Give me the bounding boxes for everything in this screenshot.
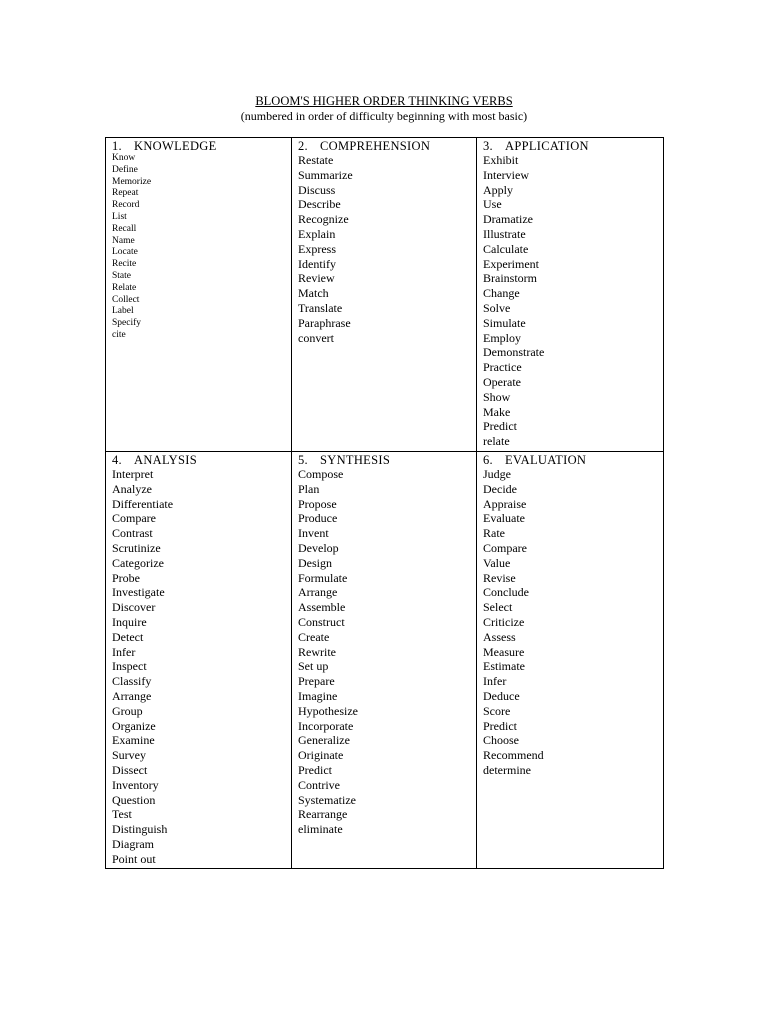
verb-item: Define — [112, 164, 138, 175]
verb-item: Formulate — [298, 570, 348, 585]
verb-item: Predict — [483, 718, 517, 733]
verb-item: Simulate — [483, 315, 526, 330]
verb-item: Arrange — [112, 688, 152, 703]
verb-item: Prepare — [298, 674, 335, 689]
verb-item: Rewrite — [298, 644, 336, 659]
verb-item: Conclude — [483, 585, 529, 600]
table-row — [106, 452, 664, 869]
category-heading: 6. EVALUATION — [483, 453, 587, 467]
verb-item: Deduce — [483, 688, 520, 703]
verb-item: Experiment — [483, 256, 539, 271]
verb-item: List — [112, 211, 127, 222]
verb-item: Imagine — [298, 688, 338, 703]
verb-item: Memorize — [112, 176, 152, 187]
verb-item: convert — [298, 330, 334, 345]
verb-item: Criticize — [483, 614, 525, 629]
verb-item: Question — [112, 792, 156, 807]
verb-item: Recognize — [298, 212, 349, 227]
verb-item: Probe — [112, 570, 140, 585]
verb-item: Restate — [298, 153, 334, 167]
verb-item: Group — [112, 703, 143, 718]
verb-item: Create — [298, 629, 330, 644]
verb-item: Change — [483, 286, 520, 301]
category-heading: 1. KNOWLEDGE — [112, 139, 217, 153]
verb-item: Exhibit — [483, 153, 519, 167]
verb-item: Compare — [483, 540, 527, 555]
verb-item: Plan — [298, 481, 320, 496]
verb-item: Repeat — [112, 188, 139, 199]
verb-item: Apply — [483, 182, 513, 197]
verb-item: Collect — [112, 294, 140, 305]
verb-item: Demonstrate — [483, 345, 545, 360]
verb-list — [483, 467, 663, 778]
verb-list — [112, 153, 291, 342]
verbs-table — [105, 137, 664, 869]
verb-item: relate — [483, 434, 510, 449]
verb-item: Score — [483, 703, 511, 718]
verb-item: Match — [298, 286, 329, 301]
verb-item: Show — [483, 389, 511, 404]
category-heading: 2. COMPREHENSION — [298, 139, 431, 153]
verb-item: Inspect — [112, 659, 147, 674]
verb-item: Infer — [483, 674, 507, 689]
verb-item: Specify — [112, 318, 142, 329]
verb-list — [298, 153, 476, 345]
verb-item: Generalize — [298, 733, 350, 748]
verb-item: Contrive — [298, 777, 340, 792]
verb-item: Make — [483, 404, 511, 419]
verb-item: Decide — [483, 481, 517, 496]
verb-item: Review — [298, 271, 335, 286]
verb-item: Compare — [112, 511, 156, 526]
verb-list — [298, 467, 476, 837]
verb-item: Differentiate — [112, 496, 174, 511]
verb-item: Distinguish — [112, 822, 168, 837]
verb-item: Construct — [298, 614, 345, 629]
verb-item: Rate — [483, 526, 505, 541]
document-title: BLOOM'S HIGHER ORDER THINKING VERBS — [255, 94, 513, 108]
verb-item: Set up — [298, 659, 329, 674]
verb-item: Label — [112, 306, 134, 317]
verb-item: eliminate — [298, 822, 343, 837]
verb-item: Predict — [298, 762, 332, 777]
verb-item: Discuss — [298, 182, 336, 197]
verb-item: Operate — [483, 374, 521, 389]
verb-item: Paraphrase — [298, 315, 351, 330]
verb-item: Predict — [483, 419, 517, 434]
verb-item: Express — [298, 241, 336, 256]
verb-item: Discover — [112, 600, 156, 615]
verb-list — [112, 467, 291, 867]
verb-item: Assess — [483, 629, 516, 644]
verb-item: Dissect — [112, 762, 148, 777]
verb-item: Organize — [112, 718, 156, 733]
verb-item: Value — [483, 555, 511, 570]
verb-item: Summarize — [298, 167, 353, 182]
category-cell-evaluation — [477, 452, 664, 869]
verb-item: Produce — [298, 511, 338, 526]
verb-item: Dramatize — [483, 212, 533, 227]
verb-item: Recall — [112, 223, 137, 234]
verb-item: Inventory — [112, 777, 159, 792]
verb-item: Judge — [483, 467, 511, 481]
verb-item: Translate — [298, 300, 343, 315]
verb-item: State — [112, 270, 131, 281]
verb-item: Illustrate — [483, 226, 526, 241]
category-cell-knowledge — [106, 138, 292, 452]
verb-item: Investigate — [112, 585, 165, 600]
verb-item: Recite — [112, 259, 137, 270]
verb-item: Propose — [298, 496, 337, 511]
category-cell-comprehension — [292, 138, 477, 452]
verb-item: Survey — [112, 748, 146, 763]
verb-item: Practice — [483, 360, 522, 375]
verb-item: Examine — [112, 733, 155, 748]
verb-item: Know — [112, 153, 136, 163]
verb-item: Describe — [298, 197, 341, 212]
verb-item: Categorize — [112, 555, 164, 570]
category-heading: 3. APPLICATION — [483, 139, 589, 153]
verb-item: Explain — [298, 226, 336, 241]
verb-item: Calculate — [483, 241, 529, 256]
verb-item: Solve — [483, 300, 511, 315]
verb-item: Incorporate — [298, 718, 354, 733]
verb-item: cite — [112, 329, 126, 340]
verb-item: Locate — [112, 247, 138, 258]
verb-item: Diagram — [112, 836, 154, 851]
verb-item: Scrutinize — [112, 540, 161, 555]
document-subtitle: (numbered in order of difficulty beginning with most basic) — [240, 109, 528, 123]
verb-item: Originate — [298, 748, 344, 763]
verb-item: Develop — [298, 540, 339, 555]
verb-item: Select — [483, 600, 513, 615]
verb-item: Interpret — [112, 467, 154, 481]
verb-item: Arrange — [298, 585, 338, 600]
verb-item: Systematize — [298, 792, 356, 807]
verb-item: Rearrange — [298, 807, 348, 822]
verb-item: Classify — [112, 674, 152, 689]
verb-item: Choose — [483, 733, 519, 748]
verb-item: Appraise — [483, 496, 527, 511]
verb-item: Invent — [298, 526, 329, 541]
verb-item: Assemble — [298, 600, 346, 615]
verb-item: Compose — [298, 467, 344, 481]
verb-item: Revise — [483, 570, 516, 585]
verb-item: Employ — [483, 330, 521, 345]
verb-item: Recommend — [483, 748, 544, 763]
verb-item: Analyze — [112, 481, 152, 496]
verb-item: Identify — [298, 256, 336, 271]
category-cell-synthesis — [292, 452, 477, 869]
category-heading: 4. ANALYSIS — [112, 453, 197, 467]
table-row — [106, 138, 664, 452]
verb-item: Brainstorm — [483, 271, 537, 286]
verb-item: Design — [298, 555, 332, 570]
verb-item: Estimate — [483, 659, 525, 674]
verb-item: Use — [483, 197, 502, 212]
verb-item: Infer — [112, 644, 136, 659]
verb-item: Contrast — [112, 526, 153, 541]
verb-item: Detect — [112, 629, 144, 644]
category-cell-application — [477, 138, 664, 452]
verb-item: Measure — [483, 644, 525, 659]
verb-item: Point out — [112, 851, 156, 866]
verb-item: Inquire — [112, 614, 147, 629]
verb-item: Record — [112, 200, 140, 211]
verb-item: Hypothesize — [298, 703, 358, 718]
verb-item: Relate — [112, 282, 137, 293]
verb-item: determine — [483, 762, 531, 777]
verb-item: Interview — [483, 167, 529, 182]
category-heading: 5. SYNTHESIS — [298, 453, 391, 467]
category-cell-analysis — [106, 452, 292, 869]
verb-item: Evaluate — [483, 511, 525, 526]
verb-item: Name — [112, 235, 135, 246]
verb-item: Test — [112, 807, 132, 822]
verb-list — [483, 153, 663, 449]
